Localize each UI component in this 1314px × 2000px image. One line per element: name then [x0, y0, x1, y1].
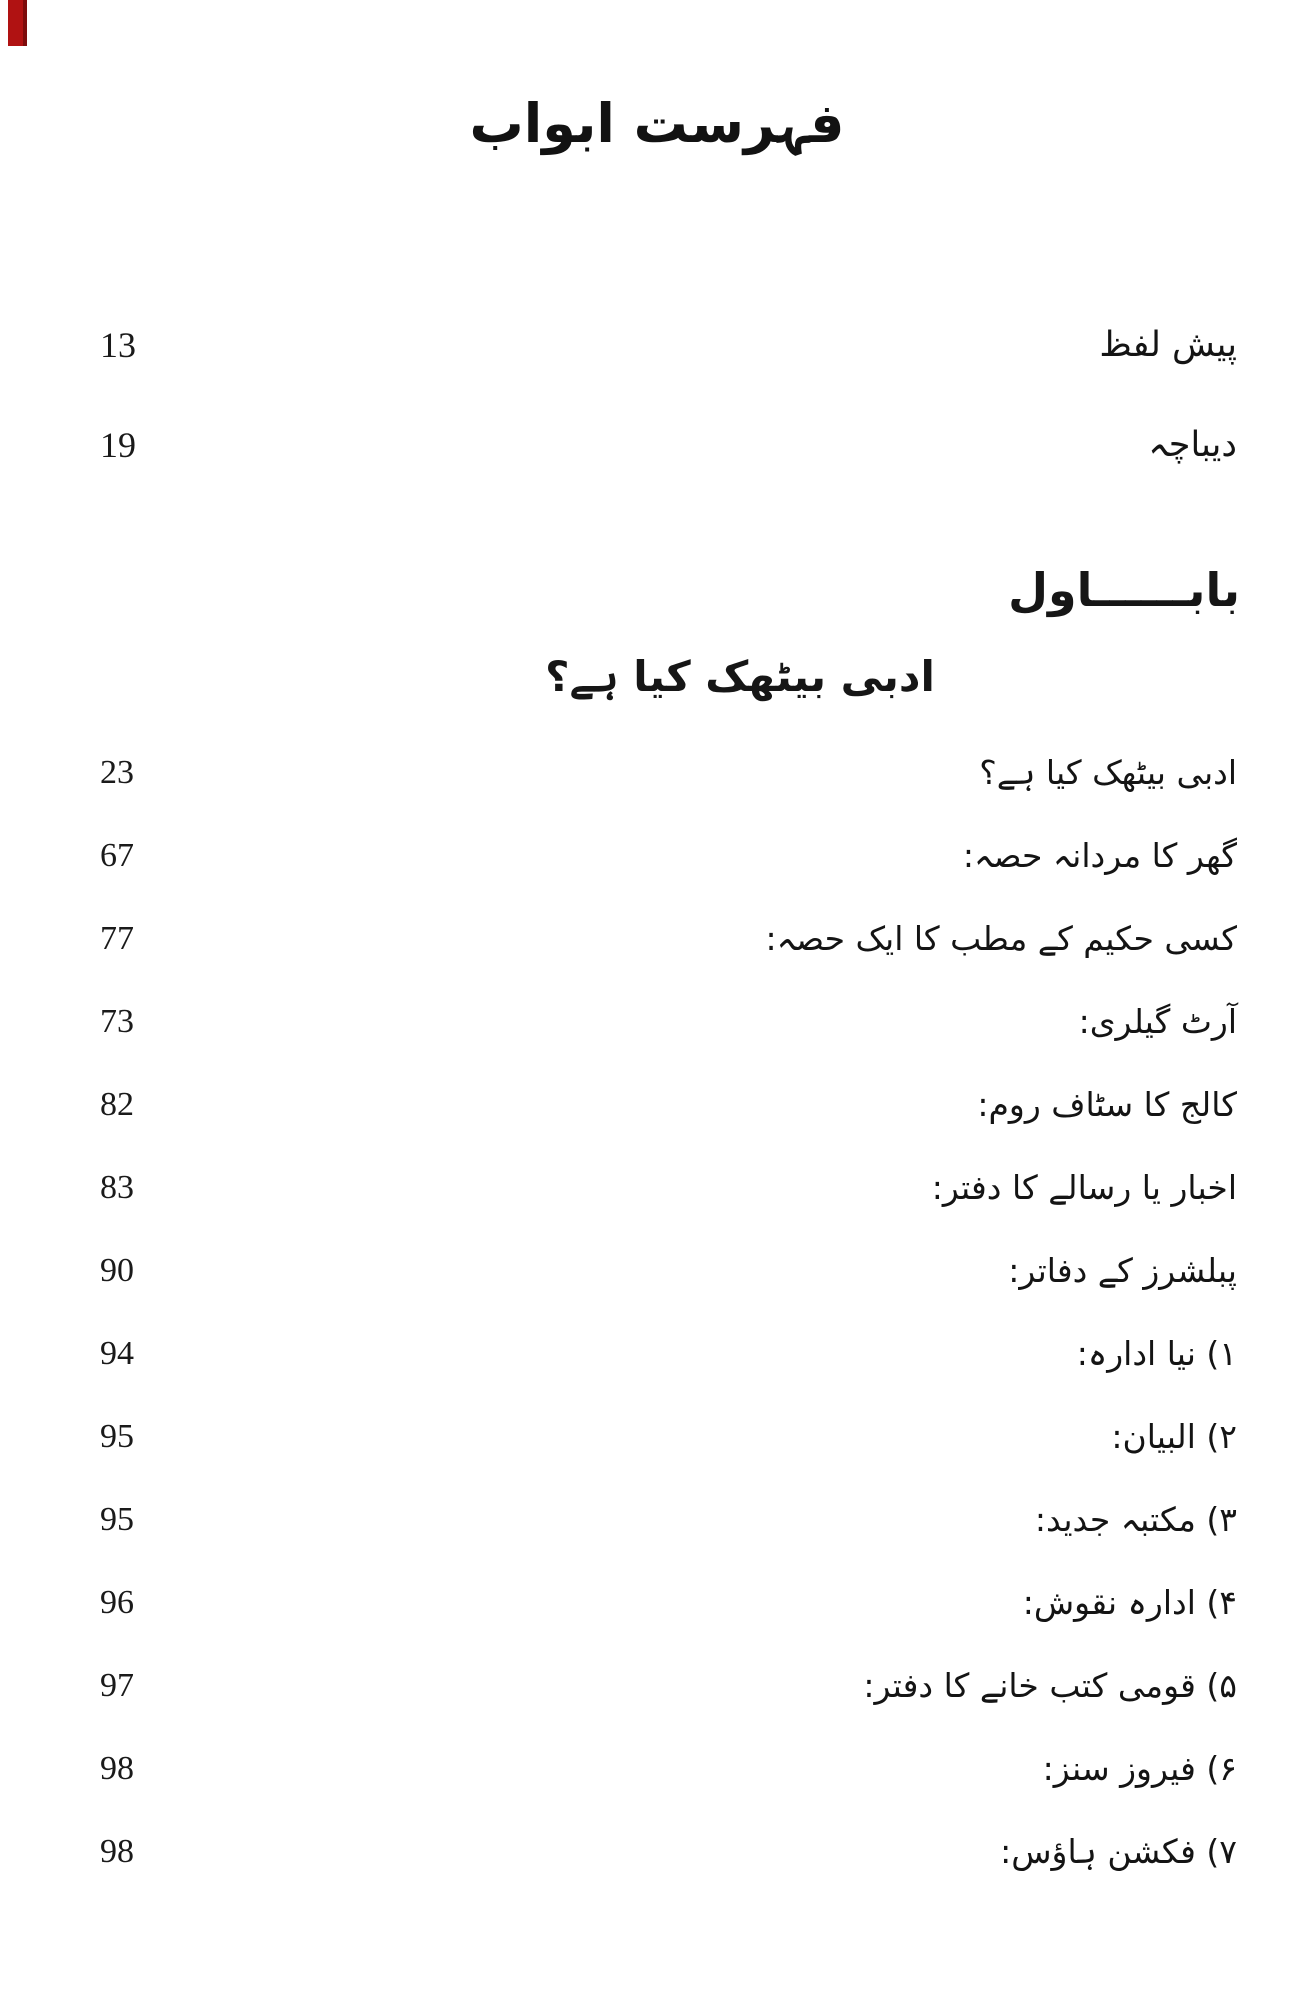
toc-row	[100, 1727, 1237, 1810]
page-number: 95	[100, 1500, 134, 1538]
toc-row	[100, 395, 1237, 495]
entry-title: ۱) نیا ادارہ:	[1076, 1334, 1237, 1373]
entry-title: ۳) مکتبہ جدید:	[1034, 1500, 1237, 1539]
toc-row	[100, 1810, 1237, 1893]
toc-entry-list	[100, 731, 1237, 1893]
entry-title: پبلشرز کے دفاتر:	[1008, 1251, 1237, 1290]
page-number: 96	[100, 1583, 134, 1621]
entry-title: آرٹ گیلری:	[1078, 1002, 1237, 1041]
toc-row	[100, 1229, 1237, 1312]
page-number: 95	[100, 1417, 134, 1455]
toc-row	[100, 814, 1237, 897]
toc-row	[100, 295, 1237, 395]
toc-row	[100, 1395, 1237, 1478]
page-number: 83	[100, 1168, 134, 1206]
red-corner-mark	[8, 0, 27, 46]
front-matter-list	[100, 295, 1237, 495]
page-number: 98	[100, 1749, 134, 1787]
toc-row	[100, 1478, 1237, 1561]
toc-row	[100, 1644, 1237, 1727]
chapter-heading: بابــــــاول	[1008, 563, 1240, 617]
entry-title: دیباچہ	[1148, 425, 1237, 465]
page-title: فہرست ابواب	[469, 92, 845, 155]
entry-title: ۲) البیان:	[1111, 1417, 1237, 1456]
entry-title: ۵) قومی کتب خانے کا دفتر:	[863, 1666, 1237, 1705]
toc-row	[100, 1561, 1237, 1644]
entry-title: ۴) ادارہ نقوش:	[1022, 1583, 1237, 1622]
toc-row	[100, 897, 1237, 980]
page-number: 98	[100, 1832, 134, 1870]
entry-title: ادبی بیٹھک کیا ہے؟	[979, 753, 1237, 792]
page-number: 82	[100, 1085, 134, 1123]
entry-title: کسی حکیم کے مطب کا ایک حصہ:	[765, 919, 1237, 958]
entry-title: کالج کا سٹاف روم:	[977, 1085, 1237, 1124]
toc-row	[100, 1312, 1237, 1395]
page-number: 77	[100, 919, 134, 957]
page-number: 67	[100, 836, 134, 874]
page-number: 90	[100, 1251, 134, 1289]
page-number: 94	[100, 1334, 134, 1372]
toc-row	[100, 731, 1237, 814]
entry-title: پیش لفظ	[1099, 325, 1237, 365]
toc-row	[100, 980, 1237, 1063]
entry-title: ۷) فکشن ہاؤس:	[1000, 1832, 1237, 1871]
page-number: 19	[100, 425, 136, 465]
page-number: 73	[100, 1002, 134, 1040]
page-number: 13	[100, 325, 136, 365]
toc-row	[100, 1063, 1237, 1146]
page-number: 23	[100, 753, 134, 791]
toc-row	[100, 1146, 1237, 1229]
entry-title: اخبار یا رسالے کا دفتر:	[931, 1168, 1237, 1207]
entry-title: گھر کا مردانہ حصہ:	[962, 836, 1237, 875]
page-number: 97	[100, 1666, 134, 1704]
entry-title: ۶) فیروز سنز:	[1042, 1749, 1237, 1788]
chapter-subtitle: ادبی بیٹھک کیا ہے؟	[545, 652, 935, 701]
